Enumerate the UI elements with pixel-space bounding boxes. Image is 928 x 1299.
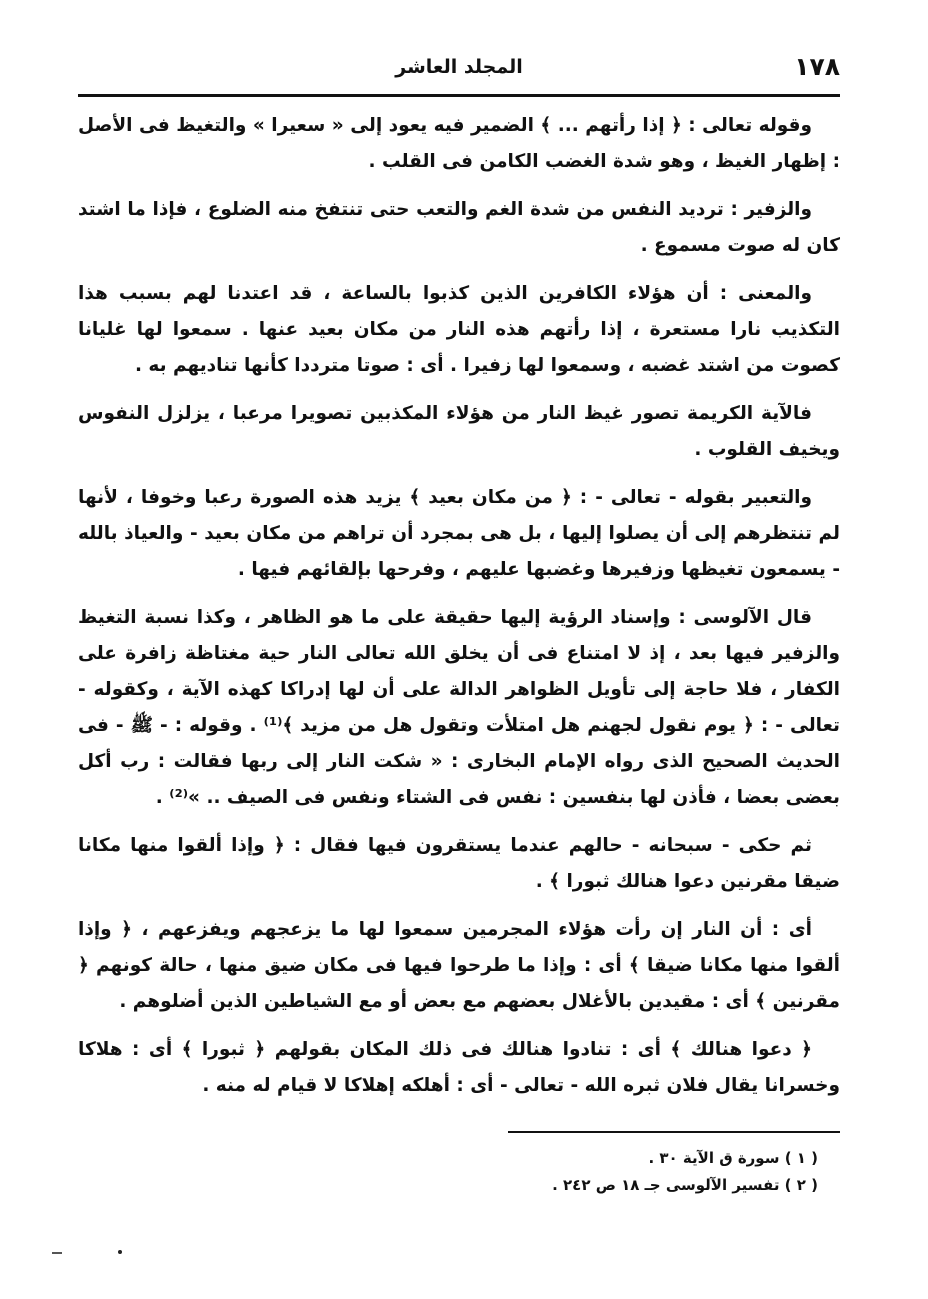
- paragraph: والمعنى : أن هؤلاء الكافرين الذين كذبوا بالساعة ، قد اعتدنا لهم بسبب هذا التكذيب نارا مستعرة ، إذا رأتهم هذه النار من مكان بعيد عنها . سمعوا لها غليانا كصوت من اشتد غضبه ، وسمعوا لها زفيرا . أى : صوتا مترددا كأنها تناديهم به .: [78, 283, 840, 376]
- paragraph: أى : أن النار إن رأت هؤلاء المجرمين سمعوا لها ما يزعجهم ويفزعهم ، ﴿ وإذا ألقوا منها مكانا ضيقا ﴾ أى : وإذا ما طرحوا فيها فى مكان ضيق منها ، حالة كونهم ﴿ مقرنين ﴾ أى : مقيدين بالأغلال بعضهم مع بعض أو مع الشياطين الذين أضلوهم .: [78, 919, 840, 1012]
- footnote: ( ١ ) سورة ق الآية ٣٠ .: [648, 1149, 818, 1167]
- page-number: ١٧٨: [794, 52, 840, 81]
- header-rule: [78, 94, 840, 97]
- paragraph: ثم حكى - سبحانه - حالهم عندما يستقرون فيها فقال : ﴿ وإذا ألقوا منها مكانا ضيقا مقرنين دعوا هنالك ثبورا ﴾ .: [78, 835, 840, 892]
- body-text: [78, 108, 840, 1116]
- paragraph: قال الآلوسى : وإسناد الرؤية إليها حقيقة على ما هو الظاهر ، وكذا نسبة التغيظ والزفير فيها بعد ، إذ لا امتناع فى أن يخلق الله تعالى النار حية مغتاظة زافرة على الكفار ، فلا حاجة إلى تأويل الظواهر الدالة على أن لها إدراكا كهذه الآية ، وكقوله - تعالى - : ﴿ يوم نقول لجهنم هل امتلأت وتقول هل من مزيد ﴾⁽¹⁾ . وقوله : - ﷺ - فى الحديث الصحيح الذى رواه الإمام البخارى : « شكت النار إلى ربها فقالت : رب أكل بعضى بعضا ، فأذن لها بنفسين : نفس فى الشتاء ونفس فى الصيف .. »⁽²⁾ .: [78, 607, 840, 808]
- paragraph: والتعبير بقوله - تعالى - : ﴿ من مكان بعيد ﴾ يزيد هذه الصورة رعبا وخوفا ، لأنها لم تنتظرهم إلى أن يصلوا إليها ، بل هى بمجرد أن تراهم من مكان بعيد - والعياذ بالله - يسمعون تغيظها وزفيرها وغضبها عليهم ، وفرحها بإلقائهم فيها .: [78, 487, 840, 580]
- running-head: المجلد العاشر: [395, 56, 523, 78]
- footnotes: [78, 1145, 818, 1199]
- paragraph: والزفير : ترديد النفس من شدة الغم والتعب حتى تنتفخ منه الضلوع ، فإذا ما اشتد كان له صوت مسموع .: [78, 199, 840, 256]
- scan-mark: [52, 1252, 62, 1254]
- page-header: [78, 50, 840, 88]
- scan-mark: [118, 1250, 122, 1254]
- footnote: ( ٢ ) تفسير الآلوسى جـ ١٨ ص ٢٤٢ .: [552, 1176, 818, 1194]
- paragraph: وقوله تعالى : ﴿ إذا رأتهم ... ﴾ الضمير فيه يعود إلى « سعيرا » والتغيظ فى الأصل : إظهار الغيظ ، وهو شدة الغضب الكامن فى القلب .: [78, 115, 840, 172]
- paragraph: فالآية الكريمة تصور غيظ النار من هؤلاء المكذبين تصويرا مرعبا ، يزلزل النفوس ويخيف القلوب .: [78, 403, 840, 460]
- footnote-rule: [508, 1131, 840, 1133]
- paragraph: ﴿ دعوا هنالك ﴾ أى : تنادوا هنالك فى ذلك المكان بقولهم ﴿ ثبورا ﴾ أى : هلاكا وخسرانا يقال فلان ثبره الله - تعالى - أى : أهلكه إهلاكا لا قيام له منه .: [78, 1039, 840, 1096]
